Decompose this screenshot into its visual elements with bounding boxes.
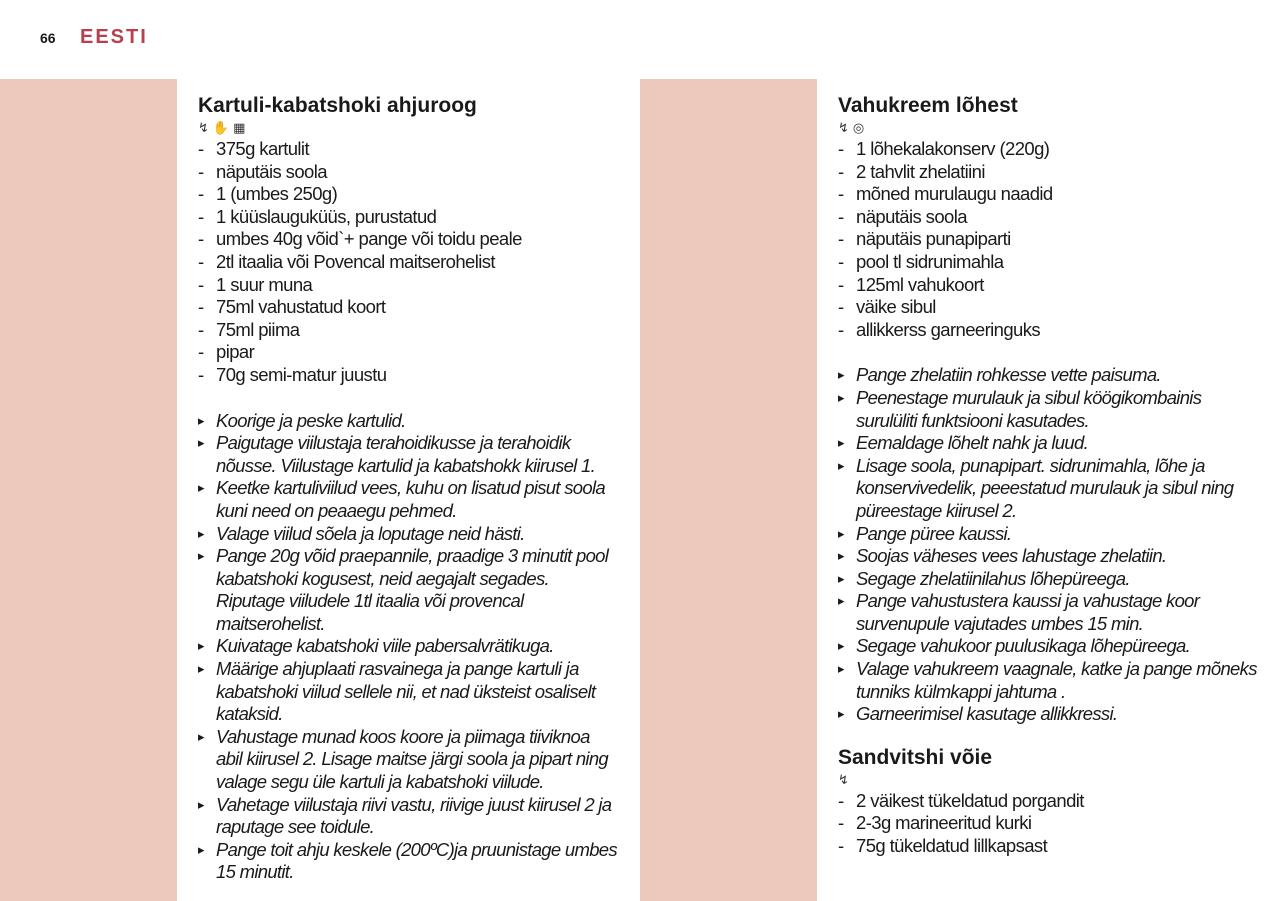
step-item: ▸ Vahustage munad koos koore ja piimaga tiiviknoa abil kiirusel 2. Lisage maitse järgi soola ja pipart ning valage segu üle kartuli ja kabatshoki viilude. bbox=[198, 726, 618, 794]
ingredient-item: - näputäis soola bbox=[838, 206, 1258, 229]
step-item: ▸ Pange zhelatiin rohkesse vette paisuma. bbox=[838, 364, 1258, 387]
ingredient-item: - 125ml vahukoort bbox=[838, 274, 1258, 297]
ingredient-item: - umbes 40g võid`+ pange või toidu peale bbox=[198, 228, 618, 251]
ingredient-item: - 1 suur muna bbox=[198, 274, 618, 297]
ingredient-item: - 75ml piima bbox=[198, 319, 618, 342]
step-item: ▸ Määrige ahjuplaati rasvainega ja pange kartuli ja kabatshoki viilud sellele nii, et nad üksteist osaliselt kataksid. bbox=[198, 658, 618, 726]
recipe-title: Vahukreem lõhest bbox=[838, 94, 1018, 117]
ingredient-item: - 70g semi-matur juustu bbox=[198, 364, 618, 387]
ingredient-item: - 2tl itaalia või Povencal maitserohelist bbox=[198, 251, 618, 274]
step-item: ▸ Pange vahustustera kaussi ja vahustage koor survenupule vajutades umbes 15 min. bbox=[838, 590, 1258, 635]
step-item: ▸ Garneerimisel kasutage allikkressi. bbox=[838, 703, 1258, 726]
step-item: ▸ Vahetage viilustaja riivi vastu, riivige juust kiirusel 2 ja raputage see toidule. bbox=[198, 794, 618, 839]
ingredient-item: - mõned murulaugu naadid bbox=[838, 183, 1258, 206]
step-item: ▸ Kuivatage kabatshoki viile pabersalvrätikuga. bbox=[198, 635, 618, 658]
step-item: ▸ Segage zhelatiinilahus lõhepüreega. bbox=[838, 568, 1258, 591]
ingredient-list bbox=[838, 138, 1258, 341]
step-list bbox=[838, 364, 1258, 726]
step-item: ▸ Keetke kartuliviilud vees, kuhu on lisatud pisut soola kuni need on peaaegu pehmed. bbox=[198, 477, 618, 522]
recipe-title: Kartuli-kabatshoki ahjuroog bbox=[198, 94, 477, 117]
ingredient-item: - 375g kartulit bbox=[198, 138, 618, 161]
step-item: ▸ Eemaldage lõhelt nahk ja luud. bbox=[838, 432, 1258, 455]
ingredient-item: - väike sibul bbox=[838, 296, 1258, 319]
step-list bbox=[198, 410, 618, 884]
ingredient-item: - 1 lõhekalakonserv (220g) bbox=[838, 138, 1258, 161]
recipe-icons bbox=[838, 120, 1258, 138]
whisk-icon: ◎ bbox=[852, 120, 865, 135]
ingredient-item: - pool tl sidrunimahla bbox=[838, 251, 1258, 274]
hand-icon: ✋ bbox=[212, 120, 230, 135]
ingredient-item: - 2 tahvlit zhelatiini bbox=[838, 161, 1258, 184]
recipe-title: Sandvitshi võie bbox=[838, 745, 993, 769]
middle-color-band bbox=[640, 79, 817, 901]
ingredient-item: - 75g tükeldatud lillkapsast bbox=[838, 835, 1258, 858]
step-item: ▸ Valage viilud sõela ja loputage neid hästi. bbox=[198, 523, 618, 546]
ingredient-list bbox=[198, 138, 618, 387]
ingredient-item: - 75ml vahustatud koort bbox=[198, 296, 618, 319]
ingredient-item: - 1 küüslauguküüs, purustatud bbox=[198, 206, 618, 229]
step-item: ▸ Valage vahukreem vaagnale, katke ja pange mõneks tunniks külmkappi jahtuma . bbox=[838, 658, 1258, 703]
step-item: ▸ Pange toit ahju keskele (200ºC)ja pruunistage umbes 15 minutit. bbox=[198, 839, 618, 884]
bolt-icon: ↯ bbox=[838, 771, 849, 787]
ingredient-item: - näputäis punapiparti bbox=[838, 228, 1258, 251]
ingredient-item: - pipar bbox=[198, 341, 618, 364]
ingredient-item: - allikkerss garneeringuks bbox=[838, 319, 1258, 342]
grater-icon: ▦ bbox=[233, 120, 246, 135]
ingredient-item: - näputäis soola bbox=[198, 161, 618, 184]
step-item: ▸ Pange püree kaussi. bbox=[838, 523, 1258, 546]
bolt-icon: ↯ bbox=[838, 120, 849, 135]
language-label: EESTI bbox=[80, 26, 148, 48]
second-recipe bbox=[838, 744, 1258, 858]
left-color-band bbox=[0, 79, 177, 901]
step-item: ▸ Peenestage murulauk ja sibul köögikombainis surulüliti funktsiooni kasutades. bbox=[838, 387, 1258, 432]
step-item: ▸ Lisage soola, punapipart. sidrunimahla, lõhe ja konservivedelik, peeestatud murulauk ja sibul ning püreestage kiirusel 2. bbox=[838, 455, 1258, 523]
step-item: ▸ Paigutage viilustaja terahoidikusse ja terahoidik nõusse. Viilustage kartulid ja kabatshokk kiirusel 1. bbox=[198, 432, 618, 477]
ingredient-item: - 2 väikest tükeldatud porgandit bbox=[838, 790, 1258, 813]
bolt-icon: ↯ bbox=[198, 120, 209, 135]
ingredient-item: - 2-3g marineeritud kurki bbox=[838, 812, 1258, 835]
ingredient-list bbox=[838, 790, 1258, 858]
recipe-icons bbox=[198, 120, 618, 138]
left-column bbox=[198, 92, 618, 884]
step-item: ▸ Segage vahukoor puulusikaga lõhepüreega. bbox=[838, 635, 1258, 658]
page-number: 66 bbox=[40, 30, 56, 46]
recipe-icons bbox=[838, 772, 1258, 790]
step-item: ▸ Koorige ja peske kartulid. bbox=[198, 410, 618, 433]
step-item: ▸ Pange 20g võid praepannile, praadige 3 minutit pool kabatshoki kogusest, neid aegajalt segades. Riputage viiludele 1tl itaalia või provencal maitserohelist. bbox=[198, 545, 618, 635]
right-column bbox=[838, 92, 1258, 858]
step-item: ▸ Soojas väheses vees lahustage zhelatiin. bbox=[838, 545, 1258, 568]
ingredient-item: - 1 (umbes 250g) bbox=[198, 183, 618, 206]
